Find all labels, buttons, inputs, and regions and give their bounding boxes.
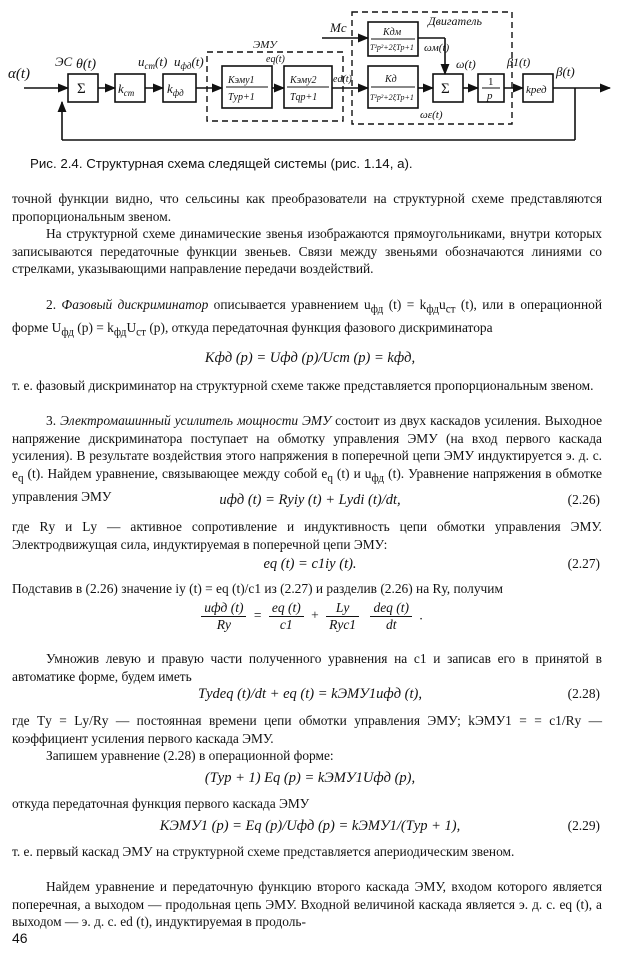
sigma-2: Σ <box>441 81 450 97</box>
integrator-num: 1 <box>488 76 494 88</box>
omega-m-label: ωм(t) <box>424 42 450 54</box>
ufd-sub: фд <box>180 61 192 71</box>
equation-fraction <box>0 600 620 644</box>
paragraph-13: Найдем уравнение и передаточную функцию второго каскада ЭМУ, входом которого является поперечная, а выходом — продольная цепь ЭМУ. Входной величиной каскада является э. д. с. eq (t), а выходом — э. д. с. ed (t), индуктируемая в продоль- <box>12 879 602 929</box>
ed-label: ed(t) <box>333 74 352 85</box>
paragraph-11: откуда передаточная функция первого каскада ЭМУ <box>12 796 310 811</box>
p5-term: Электромашинный усилитель мощности ЭМУ <box>60 413 332 428</box>
kd-den: T²p²+2ξTp+1 <box>370 93 414 102</box>
kfd-label <box>167 81 184 98</box>
p3-n: ст <box>136 326 146 339</box>
ust-sub: ст <box>144 61 155 71</box>
ufd-t: (t) <box>191 54 204 69</box>
p3-o: (p), откуда передаточная функция фазового дискриминатора <box>146 320 493 336</box>
equation-2-29-body: KЭМУ1 (p) = Eq (p)/Uфд (p) = kЭМУ1/(Tуp + 1), <box>159 818 461 834</box>
beta1-label: β1(t) <box>507 55 531 69</box>
sigma-1: Σ <box>77 81 86 97</box>
equation-2-27-body: eq (t) = c1iу (t). <box>263 556 357 572</box>
paragraph-6: где Rу и Lу — активное сопротивление и индуктивность цепи обмотки управления ЭМУ. Электродвижущая сила, индуктируемая в поперечной цепи ЭМУ: <box>12 519 602 552</box>
frac-r2-num: deq (t) <box>370 600 412 617</box>
kdm-num: Kдм <box>383 27 402 38</box>
p3-g: u <box>439 297 446 312</box>
p3-i: (t), или в операционной форме U <box>12 297 602 336</box>
alpha-label: α(t) <box>8 66 31 82</box>
equation-2-26-number: (2.26) <box>567 492 600 507</box>
frac-left-den: Rу <box>216 617 231 632</box>
p3-f: фд <box>426 303 439 316</box>
ufd-u: u <box>174 54 181 69</box>
equation-kfd-body: Kфд (p) = Uфд (p)/Uст (p) = kфд, <box>204 350 416 366</box>
kst-k: k <box>118 81 124 96</box>
paragraph-7: Подставив в (2.26) значение iу (t) = eq (t)/c1 из (2.27) и разделив (2.26) на Rу, получим <box>12 581 503 596</box>
p3-k: (p) = k <box>73 320 114 336</box>
paragraph-1: точной функции видно, что сельсины как преобразователи на структурной схеме представляются пропорциональным звеном. <box>12 191 602 224</box>
omega-label: ω(t) <box>456 57 476 71</box>
frac-r1-den: Rуc1 <box>329 617 357 632</box>
equation-2-28-number: (2.28) <box>567 686 600 701</box>
engine-label: Двигатель <box>428 14 482 28</box>
frac-left <box>201 600 246 633</box>
kdm-den: T²p²+2ξTp+1 <box>370 43 414 52</box>
omega-e-label: ωε(t) <box>420 109 443 121</box>
figure-caption: Рис. 2.4. Структурная схема следящей системы (рис. 1.14, а). <box>30 156 413 171</box>
paragraph-10: Запишем уравнение (2.28) в операционной форме: <box>46 748 334 763</box>
equation-2-28-body: Tуdeq (t)/dt + eq (t) = kЭМУ1uфд (t), <box>198 686 422 702</box>
p3-j: фд <box>61 326 74 339</box>
kfd-sub: фд <box>172 88 184 98</box>
kd-num: Kд <box>385 74 397 85</box>
p5-h: фд <box>371 472 385 485</box>
theta-label: θ(t) <box>76 57 97 72</box>
p3-d: фд <box>370 303 384 316</box>
ust-t: (t) <box>155 54 168 69</box>
paragraph-2: На структурной схеме динамические звенья изображаются прямоугольниками, внутри которых записываются передаточные функции звеньев. Связи между звеньями обозначаются линиями со стрелками, указывающими направление передачи воздействий. <box>12 226 602 276</box>
equation-operational-body: (Tуp + 1) Eq (p) = kЭМУ1Uфд (p), <box>204 770 416 786</box>
p3-c: описывается уравнением u <box>208 297 371 312</box>
p5-a: 3. <box>46 413 61 428</box>
p3-term: Фазовый дискриминатор <box>61 297 209 312</box>
frac-r1 <box>326 600 359 633</box>
p5-e: (t). Найдем уравнение, связывающее между собой e <box>23 465 328 481</box>
p3-l: фд <box>113 326 127 339</box>
kst-label <box>118 81 135 98</box>
frac-mid-num: eq (t) <box>269 600 304 617</box>
kemu2-den: Tqp+1 <box>290 92 318 103</box>
kemu1-num: Kэму1 <box>228 75 255 86</box>
paragraph-9: где Tу = Lу/Rу — постоянная времени цепи обмотки управления ЭМУ; kЭМУ1 = = c1/Rу — коэффициент усиления первого каскада ЭМУ. <box>12 713 602 746</box>
p3-m: U <box>126 320 137 336</box>
kst-sub: ст <box>123 88 135 98</box>
equation-2-29-number: (2.29) <box>567 818 600 833</box>
kemu1-den: Tуp+1 <box>228 92 255 103</box>
p3-a: 2. <box>46 297 62 312</box>
block-diagram <box>0 0 620 150</box>
page-number: 46 <box>12 930 28 946</box>
beta-label: β(t) <box>556 64 575 79</box>
kemu2-num: Kэму2 <box>290 75 317 86</box>
p5-i: (t). Уравнение напряжения в обмотке управления ЭМУ <box>12 465 602 504</box>
p5-c: состоит из двух каскадов усиления. Выходное напряжение дискриминатора поступает на обмотку управления ЭМУ (на вход первого каскада усиления). В результате воздействия этого напряжения в поперечной цепи ЭМУ индуктируется э. д. с. e <box>12 413 603 481</box>
frac-r1-num: Lу <box>326 600 359 617</box>
p3-h: ст <box>445 303 456 316</box>
equation-2-26-body: uфд (t) = Rуiу (t) + Lуdi (t)/dt, <box>219 492 401 508</box>
emu-label: ЭМУ <box>253 39 277 51</box>
paragraph-8: Умножив левую и правую части полученного уравнения на c1 и записав его в принятой в автоматике форме, будем иметь <box>12 651 602 684</box>
paragraph-12: т. е. первый каскад ЭМУ на структурной схеме представляется апериодическим звеном. <box>12 844 515 859</box>
equation-fraction-body: $\frac{\text{uфд (t)}}{Rу}$ = $\frac{eq (t)}{c1}$ + $\frac{Lу}{\text{Rуc1}}$ $\frac{\text{deq (t)}}{dt}$ . <box>0 600 620 633</box>
paragraph-4: т. е. фазовый дискриминатор на структурной схеме также представляется пропорциональным звеном. <box>12 378 594 393</box>
p5-f: q <box>327 472 333 485</box>
paragraph-3 <box>12 296 602 342</box>
p5-g: (t) и u <box>332 465 372 481</box>
p5-d: q <box>17 472 24 485</box>
eq-label: eq(t) <box>266 54 285 65</box>
ust-u: u <box>138 54 145 69</box>
es-label: ЭС <box>55 54 73 69</box>
frac-left-num: uфд (t) <box>201 600 246 617</box>
mc-label: Mc <box>330 20 347 35</box>
frac-mid <box>269 600 304 633</box>
equation-2-27-number: (2.27) <box>567 556 600 571</box>
ust-label <box>138 54 167 71</box>
frac-r2 <box>370 600 412 633</box>
p3-e: (t) = k <box>383 297 427 312</box>
frac-mid-den: c1 <box>279 617 293 632</box>
integrator-den: p <box>487 90 493 102</box>
frac-r2-den: dt <box>385 617 397 632</box>
kred-label: kред <box>526 84 547 96</box>
kfd-k: k <box>167 81 173 96</box>
ufd-label <box>174 54 204 71</box>
